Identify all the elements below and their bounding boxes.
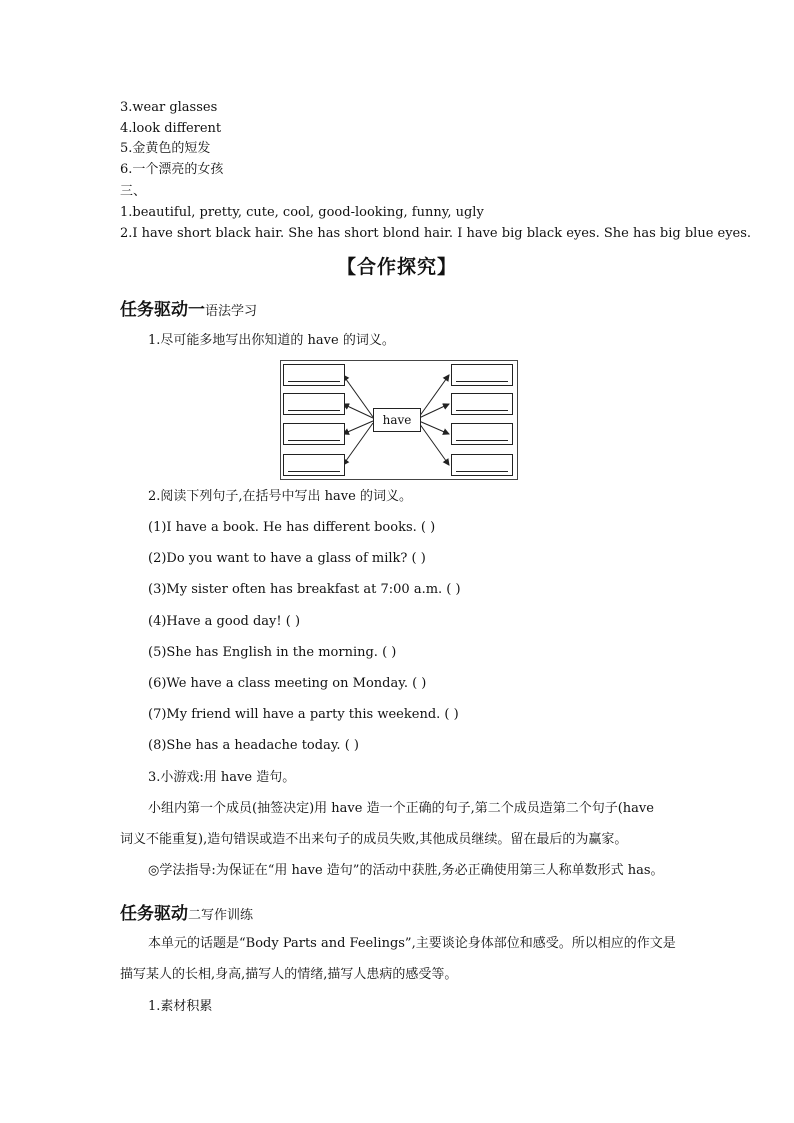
sentence-item: (5)She has English in the morning. ( ) xyxy=(148,645,397,660)
arrow-left-4 xyxy=(343,423,373,465)
sentence-item: (7)My friend will have a party this weekend. ( ) xyxy=(148,707,459,722)
arrow-left-3 xyxy=(343,421,373,434)
arrow-right-4 xyxy=(419,423,449,465)
list-item: 5.金黄色的短发 xyxy=(120,141,211,156)
task1-heading-main: 任务驱动一 xyxy=(120,300,205,320)
question-3: 3.小游戏:用 have 造句。 xyxy=(148,770,296,785)
answer-box-left-1[interactable] xyxy=(283,364,345,386)
answer-box-left-4[interactable] xyxy=(283,454,345,476)
answer-box-right-4[interactable] xyxy=(451,454,513,476)
list-item: 3.wear glasses xyxy=(120,100,218,115)
task2-heading-sub: 二写作训练 xyxy=(188,908,254,923)
task2-paragraph-line-2: 描写某人的长相,身高,描写人的情绪,描写人患病的感受等。 xyxy=(120,967,458,982)
page-title: 【合作探究】 xyxy=(336,256,457,278)
list-item: 6.一个漂亮的女孩 xyxy=(120,162,224,177)
task1-heading-sub: 语法学习 xyxy=(205,304,258,319)
study-tip: ◎学法指导:为保证在“用 have 造句”的活动中获胜,务必正确使用第三人称单数形式 has。 xyxy=(148,863,664,878)
task2-paragraph-line-1: 本单元的话题是“Body Parts and Feelings”,主要谈论身体部位和感受。所以相应的作文是 xyxy=(148,936,676,951)
question-1: 1.尽可能多地写出你知道的 have 的词义。 xyxy=(148,333,395,348)
answer-box-left-2[interactable] xyxy=(283,393,345,415)
answer-box-left-3[interactable] xyxy=(283,423,345,445)
game-paragraph-line-2: 词义不能重复),造句错误或造不出来句子的成员失败,其他成员继续。留在最后的为赢家。 xyxy=(120,832,628,847)
answer-box-right-2[interactable] xyxy=(451,393,513,415)
list-item: 4.look different xyxy=(120,121,222,136)
list-item: 2.I have short black hair. She has short blond hair. I have big black eyes. She has big blue eyes. xyxy=(120,226,752,241)
list-item: 1.beautiful, pretty, cute, cool, good-looking, funny, ugly xyxy=(120,205,484,220)
sentence-item: (4)Have a good day! ( ) xyxy=(148,614,301,629)
answer-box-right-3[interactable] xyxy=(451,423,513,445)
sentence-item: (6)We have a class meeting on Monday. ( ) xyxy=(148,676,427,691)
game-paragraph-line-1: 小组内第一个成员(抽签决定)用 have 造一个正确的句子,第二个成员造第二个句子(have xyxy=(148,801,654,816)
task2-heading-main: 任务驱动 xyxy=(120,904,188,924)
sentence-item: (3)My sister often has breakfast at 7:00 a.m. ( ) xyxy=(148,582,461,597)
question-2: 2.阅读下列句子,在括号中写出 have 的词义。 xyxy=(148,489,412,504)
sentence-item: (8)She has a headache today. ( ) xyxy=(148,738,359,753)
sentence-item: (1)I have a book. He has different books. ( ) xyxy=(148,520,436,535)
have-meaning-diagram xyxy=(280,360,518,480)
section-three-label: 三、 xyxy=(120,184,147,199)
sentence-item: (2)Do you want to have a glass of milk? ( ) xyxy=(148,551,426,566)
arrow-right-3 xyxy=(419,421,449,434)
diagram-center-have: have xyxy=(373,408,421,432)
task1-heading xyxy=(120,295,257,320)
task2-heading xyxy=(120,899,253,924)
material-accumulation: 1.素材积累 xyxy=(148,999,213,1014)
answer-box-right-1[interactable] xyxy=(451,364,513,386)
